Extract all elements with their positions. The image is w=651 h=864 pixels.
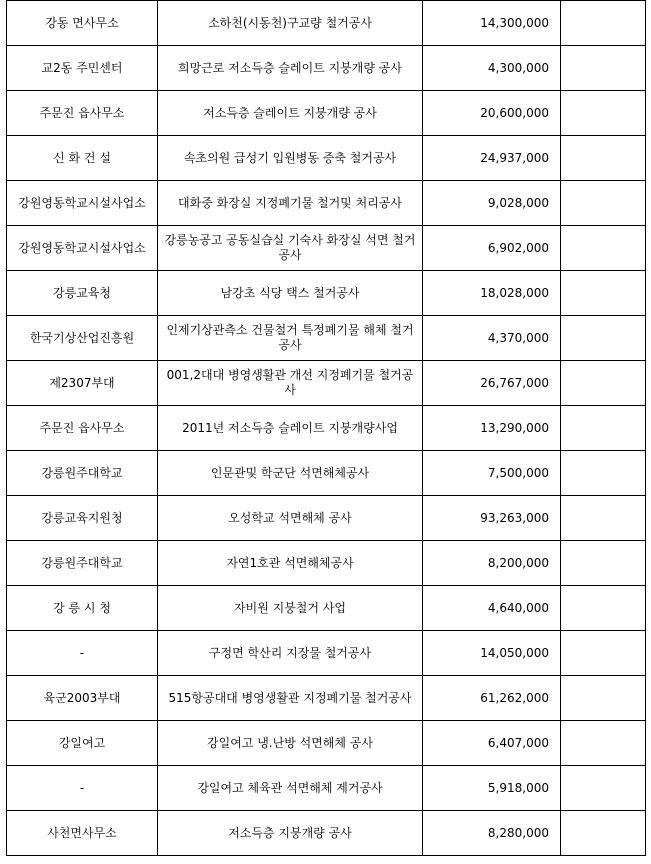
org-cell: 강릉원주대학교 xyxy=(7,451,158,496)
amount-cell: 14,050,000 xyxy=(423,631,561,676)
amount-cell: 4,300,000 xyxy=(423,46,561,91)
amount-cell: 14,300,000 xyxy=(423,1,561,46)
table-row xyxy=(7,226,646,271)
amount-cell: 8,280,000 xyxy=(423,811,561,856)
org-cell: 강 릉 시 청 xyxy=(7,586,158,631)
org-cell: 제2307부대 xyxy=(7,361,158,406)
org-cell: 주문진 읍사무소 xyxy=(7,406,158,451)
table-row xyxy=(7,451,646,496)
amount-cell: 6,407,000 xyxy=(423,721,561,766)
org-cell: 강일여고 xyxy=(7,721,158,766)
note-cell xyxy=(561,766,646,811)
table-row xyxy=(7,676,646,721)
table-row xyxy=(7,91,646,136)
org-cell: 한국기상산업진흥원 xyxy=(7,316,158,361)
title-cell: 2011년 저소득층 슬레이트 지붕개량사업 xyxy=(158,406,423,451)
amount-cell: 4,640,000 xyxy=(423,586,561,631)
amount-cell: 9,028,000 xyxy=(423,181,561,226)
org-cell: 강원영동학교시설사업소 xyxy=(7,181,158,226)
amount-cell: 4,370,000 xyxy=(423,316,561,361)
org-cell: 주문진 읍사무소 xyxy=(7,91,158,136)
note-cell xyxy=(561,451,646,496)
org-cell: 신 화 건 설 xyxy=(7,136,158,181)
org-cell: 강동 면사무소 xyxy=(7,1,158,46)
note-cell xyxy=(561,541,646,586)
table-row xyxy=(7,631,646,676)
org-cell: 육군2003부대 xyxy=(7,676,158,721)
org-cell: 강릉교육청 xyxy=(7,271,158,316)
table-row xyxy=(7,271,646,316)
note-cell xyxy=(561,271,646,316)
amount-cell: 8,200,000 xyxy=(423,541,561,586)
amount-cell: 93,263,000 xyxy=(423,496,561,541)
title-cell: 남강초 식당 택스 철거공사 xyxy=(158,271,423,316)
title-cell: 강릉농공고 공동실습실 기숙사 화장실 석면 철거공사 xyxy=(158,226,423,271)
note-cell xyxy=(561,811,646,856)
amount-cell: 20,600,000 xyxy=(423,91,561,136)
note-cell xyxy=(561,631,646,676)
org-cell: 사천면사무소 xyxy=(7,811,158,856)
note-cell xyxy=(561,361,646,406)
title-cell: 구정면 학산리 지장물 철거공사 xyxy=(158,631,423,676)
amount-cell: 18,028,000 xyxy=(423,271,561,316)
amount-cell: 7,500,000 xyxy=(423,451,561,496)
note-cell xyxy=(561,721,646,766)
table-row xyxy=(7,406,646,451)
note-cell xyxy=(561,136,646,181)
title-cell: 강일여고 냉.난방 석면해체 공사 xyxy=(158,721,423,766)
table-row xyxy=(7,46,646,91)
note-cell xyxy=(561,1,646,46)
table-row xyxy=(7,766,646,811)
note-cell xyxy=(561,496,646,541)
note-cell xyxy=(561,316,646,361)
table-row xyxy=(7,811,646,856)
title-cell: 자비원 지붕철거 사업 xyxy=(158,586,423,631)
note-cell xyxy=(561,181,646,226)
org-cell: - xyxy=(7,631,158,676)
amount-cell: 5,918,000 xyxy=(423,766,561,811)
note-cell xyxy=(561,406,646,451)
amount-cell: 26,767,000 xyxy=(423,361,561,406)
org-cell: 강원영동학교시설사업소 xyxy=(7,226,158,271)
table-row xyxy=(7,181,646,226)
contract-table xyxy=(6,0,646,856)
org-cell: 강릉원주대학교 xyxy=(7,541,158,586)
org-cell: - xyxy=(7,766,158,811)
note-cell xyxy=(561,586,646,631)
title-cell: 저소득층 지붕개량 공사 xyxy=(158,811,423,856)
note-cell xyxy=(561,46,646,91)
title-cell: 대화중 화장실 지정폐기물 철거및 처리공사 xyxy=(158,181,423,226)
contract-table-body xyxy=(7,1,646,856)
title-cell: 저소득층 슬레이트 지붕개량 공사 xyxy=(158,91,423,136)
note-cell xyxy=(561,226,646,271)
title-cell: 강일여고 체육관 석면해체 제거공사 xyxy=(158,766,423,811)
table-row xyxy=(7,541,646,586)
table-row xyxy=(7,721,646,766)
table-row xyxy=(7,1,646,46)
note-cell xyxy=(561,91,646,136)
title-cell: 소하천(시동천)구교량 철거공사 xyxy=(158,1,423,46)
table-row xyxy=(7,586,646,631)
table-row xyxy=(7,496,646,541)
title-cell: 속초의원 급성기 입원병동 증축 철거공사 xyxy=(158,136,423,181)
table-row xyxy=(7,136,646,181)
title-cell: 희망근로 저소득층 슬레이트 지붕개량 공사 xyxy=(158,46,423,91)
amount-cell: 61,262,000 xyxy=(423,676,561,721)
title-cell: 자연1호관 석면해체공사 xyxy=(158,541,423,586)
title-cell: 오성학교 석면해체 공사 xyxy=(158,496,423,541)
title-cell: 001,2대대 병영생활관 개선 지정폐기물 철거공사 xyxy=(158,361,423,406)
title-cell: 인문관및 학군단 석면해체공사 xyxy=(158,451,423,496)
title-cell: 515항공대대 병영생활관 지정폐기물 철거공사 xyxy=(158,676,423,721)
org-cell: 강릉교육지원청 xyxy=(7,496,158,541)
note-cell xyxy=(561,676,646,721)
org-cell: 교2동 주민센터 xyxy=(7,46,158,91)
title-cell: 인제기상관측소 건물철거 특정폐기물 해체 철거공사 xyxy=(158,316,423,361)
table-row xyxy=(7,316,646,361)
amount-cell: 24,937,000 xyxy=(423,136,561,181)
amount-cell: 13,290,000 xyxy=(423,406,561,451)
table-row xyxy=(7,361,646,406)
amount-cell: 6,902,000 xyxy=(423,226,561,271)
